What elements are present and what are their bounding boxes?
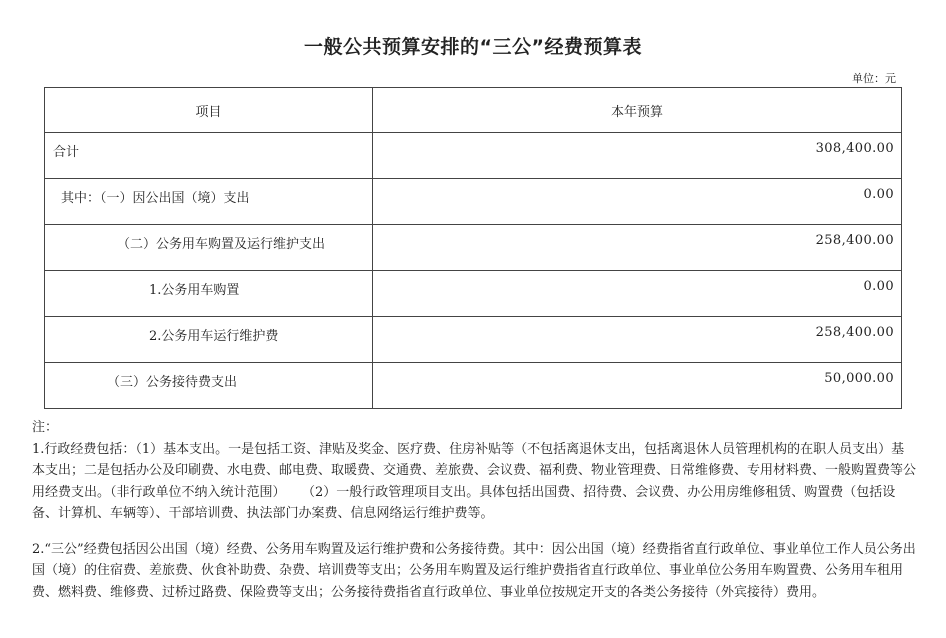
table-row (45, 225, 902, 271)
column-header-budget: 本年预算 (372, 88, 901, 133)
row-value-cell (372, 317, 901, 363)
row-label: （三）公务接待费支出 (107, 375, 238, 390)
row-label: （二）公务用车购置及运行维护支出 (117, 237, 326, 252)
unit-label: 单位：元 (852, 72, 896, 85)
row-label-cell (45, 179, 373, 225)
row-value-cell (372, 363, 901, 409)
table-header-row (45, 88, 902, 133)
row-value-cell (372, 225, 901, 271)
table-row (45, 363, 902, 409)
row-label-cell (45, 133, 373, 179)
table-row (45, 271, 902, 317)
row-label-cell (45, 317, 373, 363)
row-value: 258,400.00 (815, 325, 894, 340)
row-label-cell (45, 271, 373, 317)
row-value: 308,400.00 (815, 141, 894, 156)
note-1: 1.行政经费包括：（1）基本支出。一是包括工资、津贴及奖金、医疗费、住房补贴等（不包括离退休支出，包括离退休人员管理机构的在职人员支出）基本支出；二是包括办公及印刷费、水电费、邮电费、取暖费、交通费、差旅费、会议费、福利费、物业管理费、日常维修费、专用材料费、一般购置费等公用经费支出。（非行政单位不纳入统计范围） （2）一般行政管理项目支出。具体包括出国费、招待费、会议费、办公用房维修租赁、购置费（包括设备、计算机、车辆等）、干部培训费、执法部门办案费、信息网络运行维护费等。 (32, 441, 917, 521)
row-value-cell (372, 133, 901, 179)
row-value: 0.00 (863, 187, 894, 202)
table-row (45, 317, 902, 363)
row-value-cell (372, 179, 901, 225)
row-value-cell (372, 271, 901, 317)
row-label-cell (45, 225, 373, 271)
notes-heading: 注： (32, 420, 59, 435)
table-row (45, 133, 902, 179)
row-label: 1.公务用车购置 (149, 283, 240, 298)
row-value: 0.00 (863, 279, 894, 294)
row-label-cell (45, 363, 373, 409)
row-value: 50,000.00 (824, 371, 894, 386)
row-value: 258,400.00 (815, 233, 894, 248)
column-header-item: 项目 (45, 88, 373, 133)
row-label: 2.公务用车运行维护费 (149, 329, 279, 344)
budget-table (44, 87, 902, 409)
page-title: 一般公共预算安排的“三公”经费预算表 (304, 36, 642, 58)
notes-section (32, 417, 916, 603)
row-label: 其中：（一）因公出国（境）支出 (61, 191, 250, 206)
table-row (45, 179, 902, 225)
note-2: 2.“三公”经费包括因公出国（境）经费、公务用车购置及运行维护费和公务接待费。其中：因公出国（境）经费指省直行政单位、事业单位工作人员公务出国（境）的住宿费、差旅费、伙食补助费、杂费、培训费等支出；公务用车购置及运行维护费指省直行政单位、事业单位公务用车购置费、公务用车租用费、燃料费、维修费、过桥过路费、保险费等支出；公务接待费指省直行政单位、事业单位按规定开支的各类公务接待（外宾接待）费用。 (32, 541, 916, 600)
row-label: 合计 (53, 145, 80, 160)
